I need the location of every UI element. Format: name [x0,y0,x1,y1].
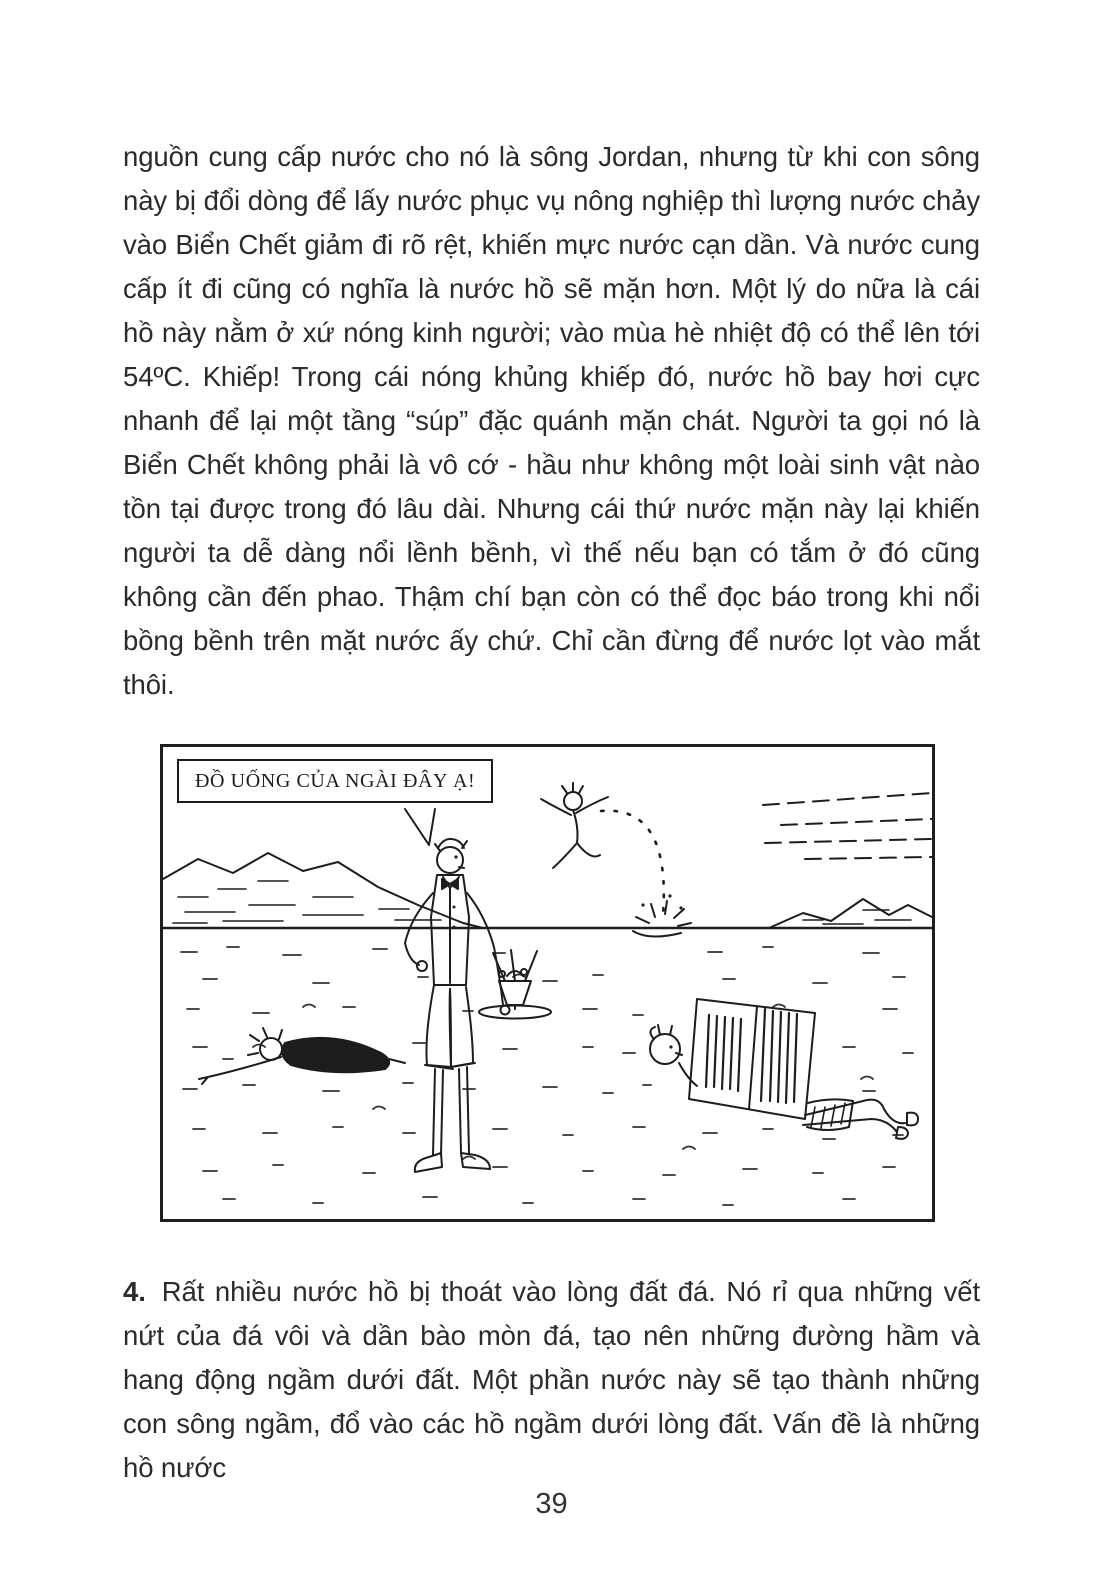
floating-reader-figure [650,999,918,1139]
paragraph-4-text: Rất nhiều nước hồ bị thoát vào lòng đất đá. Nó rỉ qua những vết nứt của đá vôi và dần bào mòn đá, tạo nên những đường hầm và hang động ngầm dưới đất. Một phần nước này sẽ tạo thành những con sông ngầm, đổ vào các hồ ngầm dưới lòng đất. Vấn đề là những hồ nước [123,1276,980,1483]
water-texture [181,947,913,1205]
floating-woman-figure [199,1028,405,1084]
speech-bubble [177,759,493,803]
drink-tray [479,950,551,1019]
mountains-right [769,899,932,928]
page-number: 39 [535,1488,568,1520]
speech-bubble-tail [405,809,435,845]
cartoon-panel [160,744,935,1222]
paragraph-4 [123,1270,980,1490]
waiter-figure [405,839,510,1172]
splash [601,811,691,937]
speech-bubble-text: ĐỒ UỐNG CỦA NGÀI ĐÂY Ạ! [195,770,476,792]
list-item-number: 4. [123,1276,146,1307]
paragraph-1: nguồn cung cấp nước cho nó là sông Jordan, nhưng từ khi con sông này bị đổi dòng để lấy nước phục vụ nông nghiệp thì lượng nước chảy vào Biển Chết giảm đi rõ rệt, khiến mực nước cạn dần. Và nước cung cấp ít đi cũng có nghĩa là nước hồ sẽ mặn hơn. Một lý do nữa là cái hồ này nằm ở xứ nóng kinh người; vào mùa hè nhiệt độ có thể lên tới 54ºC. Khiếp! Trong cái nóng khủng khiếp đó, nước hồ bay hơi cực nhanh để lại một tầng “súp” đặc quánh mặn chát. Người ta gọi nó là Biển Chết không phải là vô cớ - hầu như không một loài sinh vật nào tồn tại được trong đó lâu dài. Nhưng cái thứ nước mặn này lại khiến người ta dễ dàng nổi lềnh bềnh, vì thế nếu bạn có tắm ở đó cũng không cần đến phao. Thậm chí bạn còn có thể đọc báo trong khi nổi bồng bềnh trên mặt nước ấy chứ. Chỉ cần đừng để nước lọt vào mắt thôi. [123,141,980,700]
sun-rays [763,793,932,859]
cartoon-illustration [163,747,932,1219]
diver-figure [541,783,608,868]
